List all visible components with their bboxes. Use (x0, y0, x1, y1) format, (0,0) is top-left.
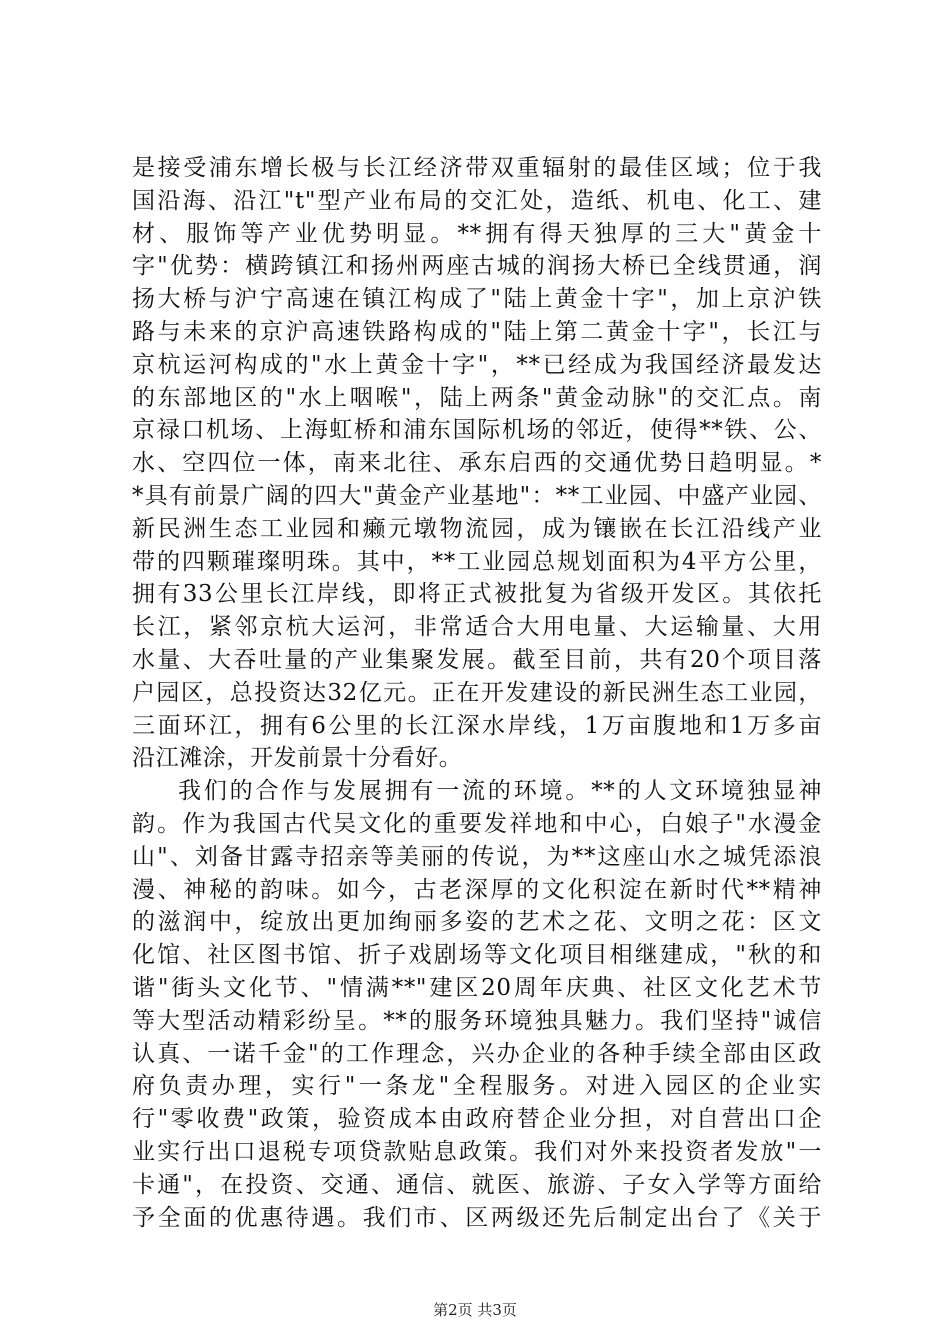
page-number: 第2页 共3页 (433, 1301, 517, 1319)
text-line: *具有前景广阔的四大"黄金产业基地"：**工业园、中盛产业园、 (132, 482, 822, 509)
text-line: 是接受浦东增长极与长江经济带双重辐射的最佳区域；位于我 (132, 155, 822, 181)
text-line: 京禄口机场、上海虹桥和浦东国际机场的邻近，使得**铁、公、 (132, 417, 822, 444)
text-line: 府负责办理，实行"一条龙"全程服务。对进入园区的企业实 (132, 1073, 822, 1100)
text-line: 京杭运河构成的"水上黄金十字"，**已经成为我国经济最发达 (132, 351, 822, 378)
text-line: 我们的合作与发展拥有一流的环境。**的人文环境独显神 (178, 778, 822, 805)
text-line: 山"、刘备甘露寺招亲等美丽的传说，为**这座山水之城凭添浪 (132, 843, 822, 870)
text-line: 韵。作为我国古代吴文化的重要发祥地和中心，白娘子"水漫金 (132, 810, 822, 837)
text-line: 国沿海、沿江"t"型产业布局的交汇处，造纸、机电、化工、建 (132, 187, 822, 214)
text-line: 沿江滩涂，开发前景十分看好。 (132, 745, 463, 772)
text-line: 字"优势：横跨镇江和扬州两座古城的润扬大桥已全线贯通，润 (132, 253, 822, 280)
text-line: 予全面的优惠待遇。我们市、区两级还先后制定出台了《关于 (132, 1204, 822, 1231)
text-line: 三面环江，拥有6公里的长江深水岸线，1万亩腹地和1万多亩 (132, 712, 822, 739)
text-line: 认真、一诺千金"的工作理念，兴办企业的各种手续全部由区政 (132, 1040, 822, 1067)
text-line: 行"零收费"政策，验资成本由政府替企业分担，对自营出口企 (132, 1106, 822, 1133)
text-line: 业实行出口退税专项贷款贴息政策。我们对外来投资者发放"一 (132, 1138, 822, 1165)
text-line: 卡通"，在投资、交通、通信、就医、旅游、子女入学等方面给 (132, 1171, 822, 1198)
paragraph-1 (132, 152, 822, 775)
text-line: 水量、大吞吐量的产业集聚发展。截至目前，共有20个项目落 (132, 646, 822, 673)
text-line: 谐"街头文化节、"情满**"建区20周年庆典、社区文化艺术节 (132, 974, 822, 1001)
text-line: 漫、神秘的韵味。如今，古老深厚的文化积淀在新时代**精神 (132, 876, 822, 903)
paragraph-2 (132, 775, 822, 1234)
text-line: 路与未来的京沪高速铁路构成的"陆上第二黄金十字"，长江与 (132, 318, 822, 345)
text-line: 水、空四位一体，南来北往、承东启西的交通优势日趋明显。* (132, 450, 822, 477)
text-line: 材、服饰等产业优势明显。**拥有得天独厚的三大"黄金十 (132, 220, 822, 247)
text-line: 户园区，总投资达32亿元。正在开发建设的新民洲生态工业园， (132, 679, 822, 706)
text-line: 长江，紧邻京杭大运河，非常适合大用电量、大运输量、大用 (132, 614, 822, 641)
text-line: 的东部地区的"水上咽喉"，陆上两条"黄金动脉"的交汇点。南 (132, 384, 822, 411)
text-line: 化馆、社区图书馆、折子戏剧场等文化项目相继建成，"秋的和 (132, 942, 822, 969)
text-line: 等大型活动精彩纷呈。**的服务环境独具魅力。我们坚持"诚信 (132, 1007, 822, 1034)
page-footer (0, 1299, 950, 1320)
text-line: 新民洲生态工业园和癞元墩物流园，成为镶嵌在长江沿线产业 (132, 515, 822, 542)
body-text (132, 152, 822, 1234)
text-line: 的滋润中，绽放出更加绚丽多姿的艺术之花、文明之花：区文 (132, 909, 822, 936)
text-line: 带的四颗璀璨明珠。其中，**工业园总规划面积为4平方公里， (132, 548, 822, 575)
text-line: 扬大桥与沪宁高速在镇江构成了"陆上黄金十字"，加上京沪铁 (132, 286, 822, 313)
text-line: 拥有33公里长江岸线，即将正式被批复为省级开发区。其依托 (132, 581, 822, 608)
